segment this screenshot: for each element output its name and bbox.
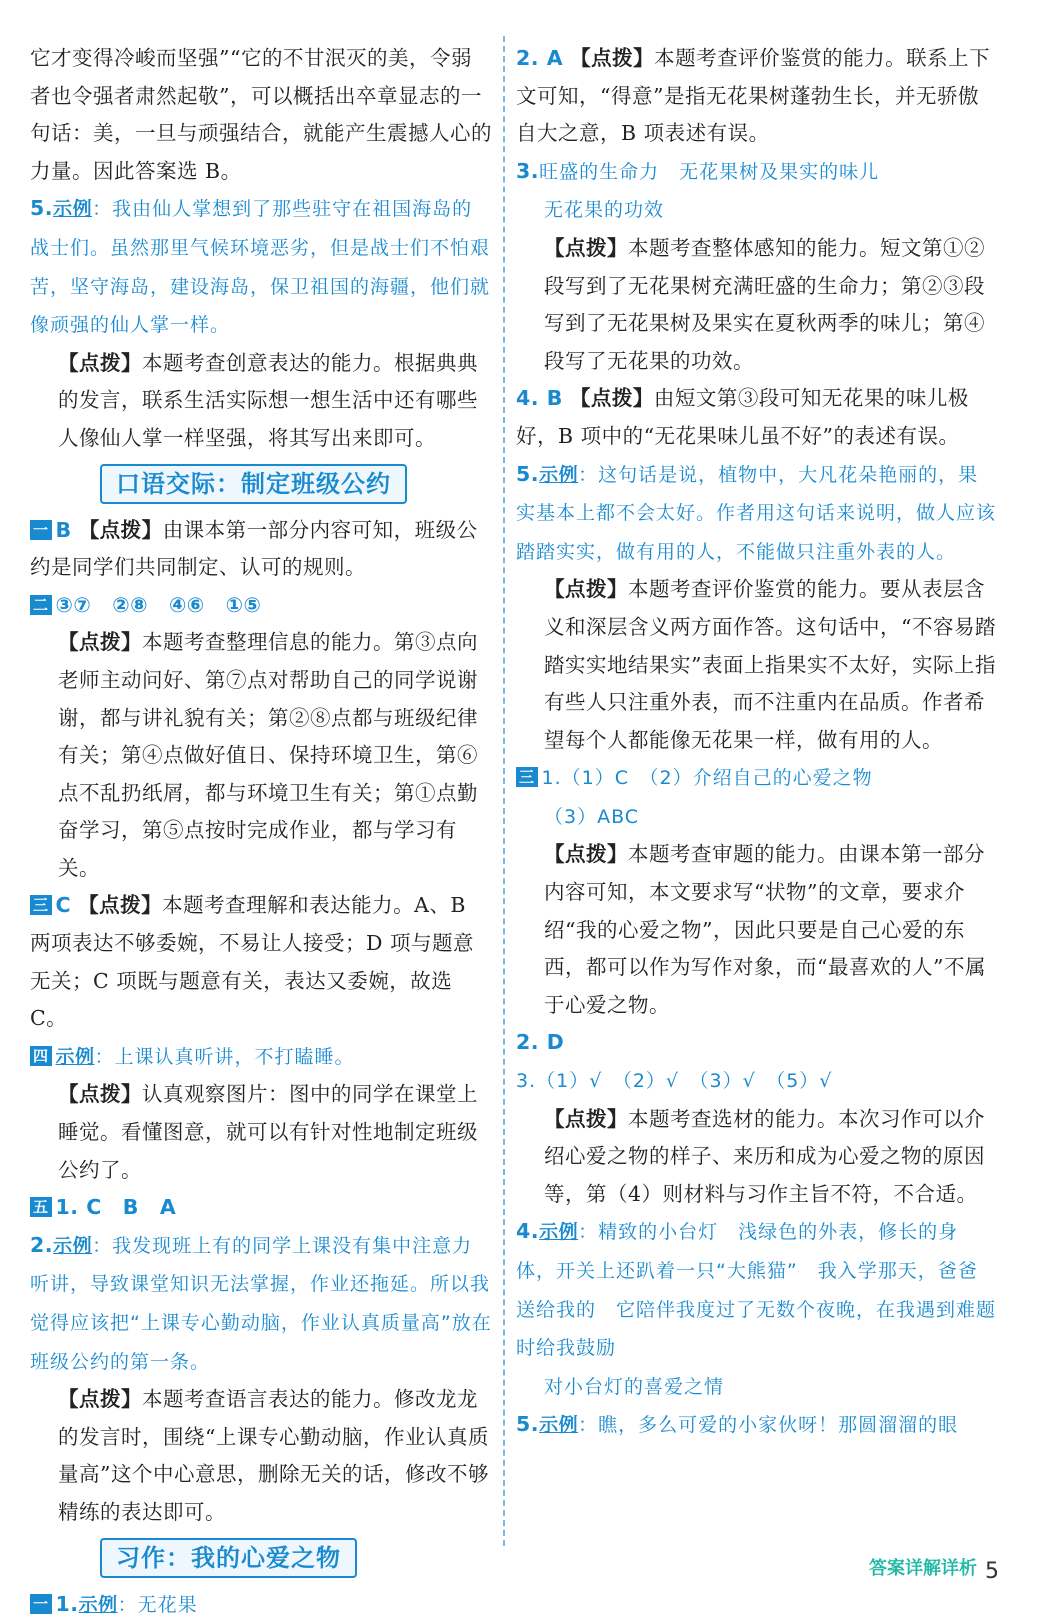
note: 【点拨】本题考查创意表达的能力。根据典典的发言，联系生活实际想一想生活中还有哪些人像仙人掌一样坚强，将其写出来即可。: [58, 350, 478, 450]
s3-question-2: 2. D: [516, 1030, 565, 1055]
s3-question-5: 5.示例：瞧，多么可爱的小家伙呀！那圆溜溜的眼: [516, 1412, 959, 1437]
note: 【点拨】本题考查选材的能力。本次习作可以介绍心爱之物的样子、来历和成为心爱之物的原因等，第（4）则材料与习作主旨不符，不合适。: [544, 1106, 985, 1206]
paragraph: 它才变得冷峻而坚强”“它的不甘泯灭的美，令弱者也令强者肃然起敬”，可以概括出卒章显志的一句话：美，一旦与顽强结合，就能产生震撼人心的力量。因此答案选 B。: [30, 46, 492, 183]
section-title-oral: 口语交际：制定班级公约: [100, 464, 407, 504]
s3-question-1-b: （3）ABC: [544, 805, 640, 828]
question-5: 5.示例：我由仙人掌想到了那些驻守在祖国海岛的战士们。虽然那里气候环境恶劣，但是战士们不怕艰苦，坚守海岛，建设海岛，保卫祖国的海疆，他们就像顽强的仙人掌一样。: [30, 196, 491, 337]
page-number: 5: [985, 1559, 999, 1584]
note: 【点拨】本题考查语言表达的能力。修改龙龙的发言时，围绕“上课专心勤动脑，作业认真质量高”这个中心意思，删除无关的话，修改不够精练的表达即可。: [58, 1387, 489, 1524]
s2-question-1: 一 1.示例：无花果: [30, 1586, 492, 1624]
s1-question-4: 四 示例：上课认真听讲，不打瞌睡。: [30, 1038, 492, 1077]
s1-question-5-2: 2.示例：我发现班上有的同学上课没有集中注意力听讲，导致课堂知识无法掌握，作业还拖延。所以我觉得应该把“上课专心勤动脑，作业认真质量高”放在班级公约的第一条。: [30, 1232, 492, 1373]
note: 【点拨】本题考查评价鉴赏的能力。要从表层含义和深层含义两方面作答。这句话中，“不容易踏踏实实地结果实”表面上指果实不太好，实际上指有些人只注重外表，而不注重内在品质。作者希望每个人都能像无花果一样，做有用的人。: [544, 577, 996, 752]
section-title-writing: 习作：我的心爱之物: [100, 1538, 357, 1578]
s1-question-1: 一 B 【点拨】由课本第一部分内容可知，班级公约是同学们共同制定、认可的规则。: [30, 517, 478, 580]
footer-label: 答案详解详析: [869, 1558, 977, 1579]
question-3-answer-b: 无花果的功效: [544, 199, 665, 222]
question-5: 5.示例：这句话是说，植物中，大凡花朵艳丽的，果实基本上都不会太好。作者用这句话来说明，做人应该踏踏实实，做有用的人，不能做只注重外表的人。: [516, 461, 997, 563]
note: 【点拨】本题考查审题的能力。由课本第一部分内容可知，本文要求写“状物”的文章，要求介绍“我的心爱之物”，因此只要是自己心爱的东西，都可以作为写作对象，而“最喜欢的人”不属于心爱之物。: [544, 842, 986, 1017]
s3-question-3: 3.（1）√ （2）√ （3）√ （5）√: [516, 1070, 833, 1093]
note: 【点拨】本题考查整理信息的能力。第③点向老师主动问好、第⑦点对帮助自己的同学说谢谢，都与讲礼貌有关；第②⑧点都与班级纪律有关；第④点做好值日、保持环境卫生，第⑥点不乱扔纸屑，都与环境卫生有关；第①点勤奋学习，第⑤点按时完成作业，都与学习有关。: [58, 630, 478, 880]
s1-question-5: 五 1. C B A: [30, 1189, 492, 1227]
note: 【点拨】认真观察图片：图中的同学在课堂上睡觉。看懂图意，就可以有针对性地制定班级公约了。: [58, 1082, 478, 1182]
left-column: [30, 40, 492, 1624]
question-3: 3.旺盛的生命力 无花果树及果实的味儿: [516, 158, 880, 183]
question-2: 2. A 【点拨】本题考查评价鉴赏的能力。联系上下文可知，“得意”是指无花果树蓬勃生长，并无骄傲自大之意，B 项表述有误。: [516, 46, 991, 146]
s1-question-3: 三 C 【点拨】本题考查理解和表达能力。A、B 两项表达不够委婉，不易让人接受；D 项与题意无关；C 项既与题意有关，表达又委婉，故选 C。: [30, 893, 474, 1031]
question-4: 4. B 【点拨】由短文第③段可知无花果的味儿极好，B 项中的“无花果味儿虽不好”的表述有误。: [516, 386, 969, 448]
s3-question-4: 4.示例：精致的小台灯 浅绿色的外表，修长的身体，开关上还趴着一只“大熊猫” 我入学那天，爸爸送给我的 它陪伴我度过了无数个夜晚，在我遇到难题时给我鼓励: [516, 1219, 997, 1360]
s1-question-2: 二 ③⑦ ②⑧ ④⑥ ①⑤: [30, 587, 492, 625]
s3-question-4-b: 对小台灯的喜爱之情: [544, 1375, 725, 1398]
right-column: [516, 40, 996, 1445]
column-divider: [503, 36, 505, 1546]
note: 【点拨】本题考查整体感知的能力。短文第①②段写到了无花果树充满旺盛的生命力；第②③段写到了无花果树及果实在夏秋两季的味儿；第④段写了无花果的功效。: [544, 235, 985, 373]
s3-question-1: 三 1.（1）C （2）介绍自己的心爱之物: [516, 759, 996, 798]
